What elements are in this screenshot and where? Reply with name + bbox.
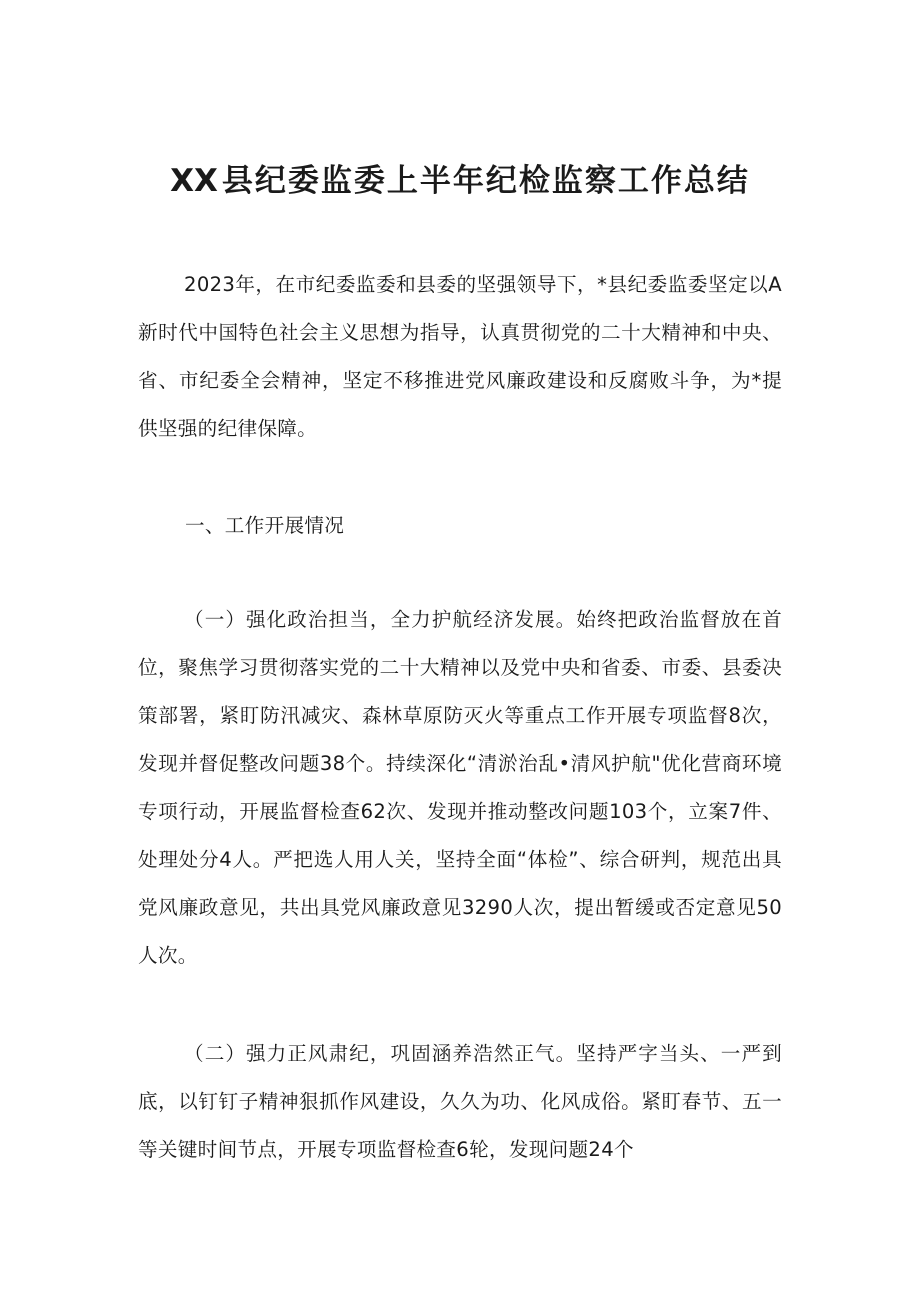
body-paragraph-2: （二）强力正风肃纪，巩固涵养浩然正气。坚持严字当头、一严到底，以钉钉子精神狠抓作风建设，久久为功、化风成俗。紧盯春节、五一等关键时间节点，开展专项监督检查6轮，发现问题24个: [138, 1042, 782, 1161]
title-prefix: XX: [170, 162, 218, 199]
section-heading: 一、工作开展情况: [185, 514, 345, 537]
document-title: [0, 161, 920, 201]
title-main: 县纪委监委上半年纪检监察工作总结: [221, 162, 750, 199]
intro-paragraph: 2023年，在市纪委监委和县委的坚强领导下，*县纪委监委坚定以A新时代中国特色社会主义思想为指导，认真贯彻党的二十大精神和中央、省、市纪委全会精神，坚定不移推进党风廉政建设和反腐败斗争，为*提供坚强的纪律保障。: [138, 273, 782, 440]
body-paragraph-1: （一）强化政治担当，全力护航经济发展。始终把政治监督放在首位，聚焦学习贯彻落实党的二十大精神以及党中央和省委、市委、县委决策部署，紧盯防汛减灾、森林草原防灭火等重点工作开展专项监督8次，发现并督促整改问题38个。持续深化“清淤治乱•清风护航"优化营商环境专项行动，开展监督检查62次、发现并推动整改问题103个，立案7件、处理处分4人。严把选人用人关，坚持全面“体检”、综合研判，规范出具党风廉政意见，共出具党风廉政意见3290人次，提出暂缓或否定意见50人次。: [138, 608, 782, 967]
